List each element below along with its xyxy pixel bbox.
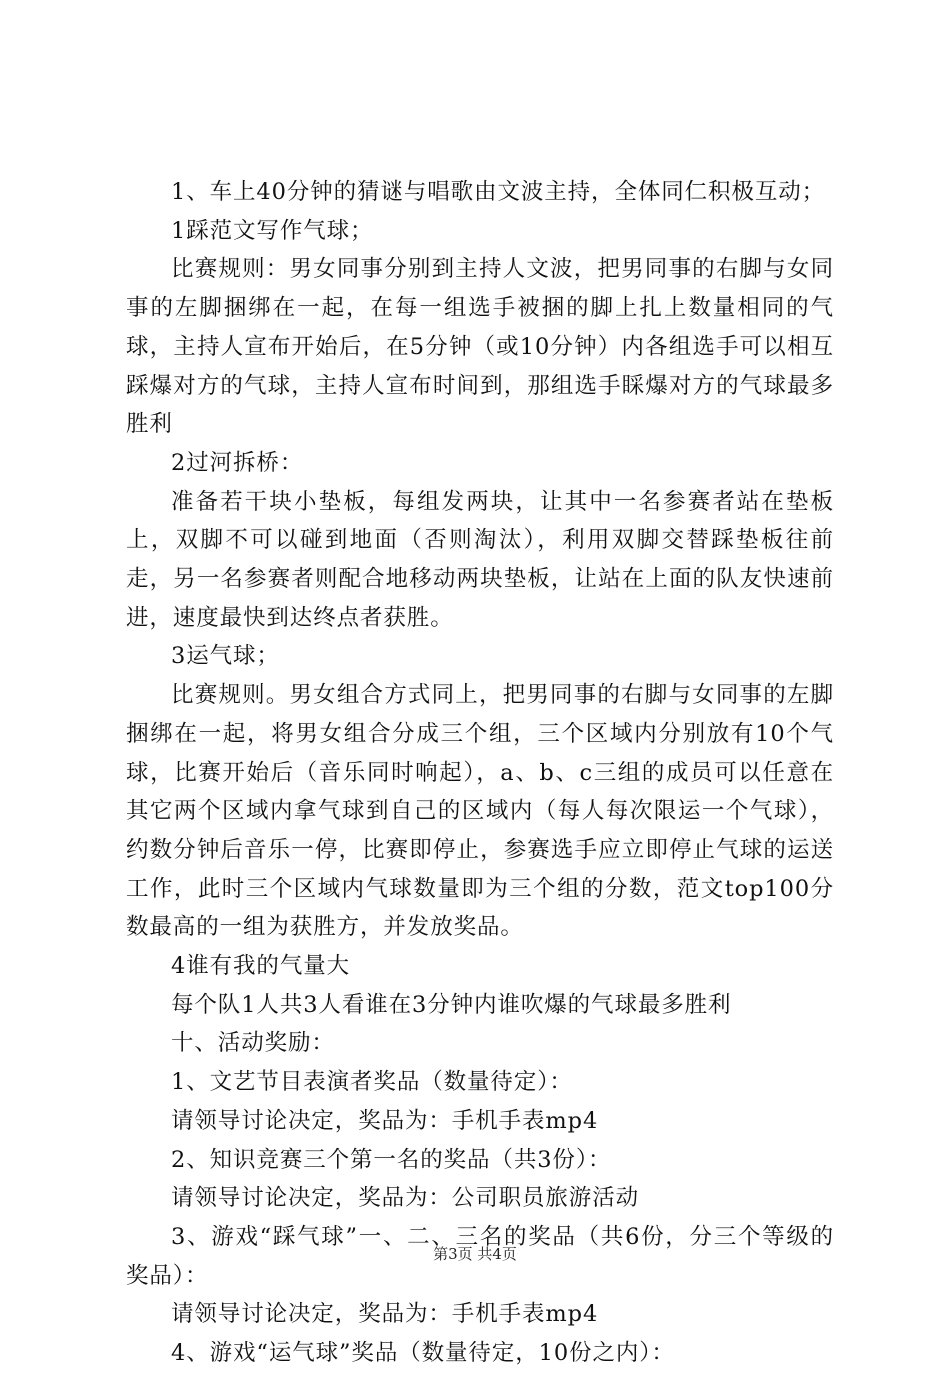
- paragraph-reward-3-detail: 请领导讨论决定，奖品为：手机手表mp4: [171, 1301, 599, 1328]
- page-number-footer: 第3页 共4页: [433, 1245, 517, 1263]
- paragraph-reward-4: 4、游戏“运气球”奖品（数量待定，10份之内）：: [171, 1340, 675, 1367]
- paragraph-balloon-stomp-rules: 比赛规则：男女同事分别到主持人文波，把男同事的右脚与女同事的左脚捆绑在一起，在每一组选手被捆的脚上扎上数量相同的气球，主持人宣布开始后，在5分钟（或10分钟）内各组选手可以相互踩爆对方的气球，主持人宣布时间到，那组选手睬爆对方的气球最多胜利: [126, 256, 834, 438]
- paragraph-carry-balloon-rules: 比赛规则。男女组合方式同上，把男同事的右脚与女同事的左脚捆绑在一起，将男女组合分成三个组，三个区域内分别放有10个气球，比赛开始后（音乐同时响起），a、b、c三组的成员可以任意在其它两个区域内拿气球到自己的区域内（每人每次限运一个气球），约数分钟后音乐一停，比赛即停止，参赛选手应立即停止气球的运送工作，此时三个区域内气球数量即为三个组的分数，范文top100分数最高的一组为获胜方，并发放奖品。: [126, 682, 834, 941]
- section-heading-rewards: 十、活动奖励：: [171, 1030, 335, 1057]
- paragraph-lung-capacity-title: 4谁有我的气量大: [171, 953, 351, 980]
- document-body: [126, 173, 834, 1373]
- paragraph-bridge-title: 2过河拆桥：: [171, 449, 304, 476]
- paragraph-balloon-stomp-title: 1踩范文写作气球；: [171, 217, 374, 244]
- paragraph-reward-3: 3、游戏“踩气球”一、二、三名的奖品（共6份，分三个等级的奖品）：: [126, 1223, 834, 1289]
- paragraph-game-host: 1、车上40分钟的猜谜与唱歌由文波主持，全体同仁积极互动；: [171, 179, 826, 205]
- paragraph-bridge-rules: 准备若干块小垫板，每组发两块，让其中一名参赛者站在垫板上，双脚不可以碰到地面（否则淘汰），利用双脚交替踩垫板往前走，另一名参赛者则配合地移动两块垫板，让站在上面的队友快速前进，速度最快到达终点者获胜。: [126, 488, 834, 631]
- paragraph-reward-1: 1、文艺节目表演者奖品（数量待定）：: [171, 1069, 573, 1096]
- paragraph-carry-balloon-title: 3运气球；: [171, 643, 280, 670]
- paragraph-lung-capacity-rules: 每个队1人共3人看谁在3分钟内谁吹爆的气球最多胜利: [171, 991, 732, 1018]
- paragraph-reward-2-detail: 请领导讨论决定，奖品为：公司职员旅游活动: [171, 1185, 640, 1212]
- paragraph-reward-2: 2、知识竞赛三个第一名的奖品（共3份）：: [171, 1146, 612, 1173]
- paragraph-reward-1-detail: 请领导讨论决定，奖品为：手机手表mp4: [171, 1107, 599, 1134]
